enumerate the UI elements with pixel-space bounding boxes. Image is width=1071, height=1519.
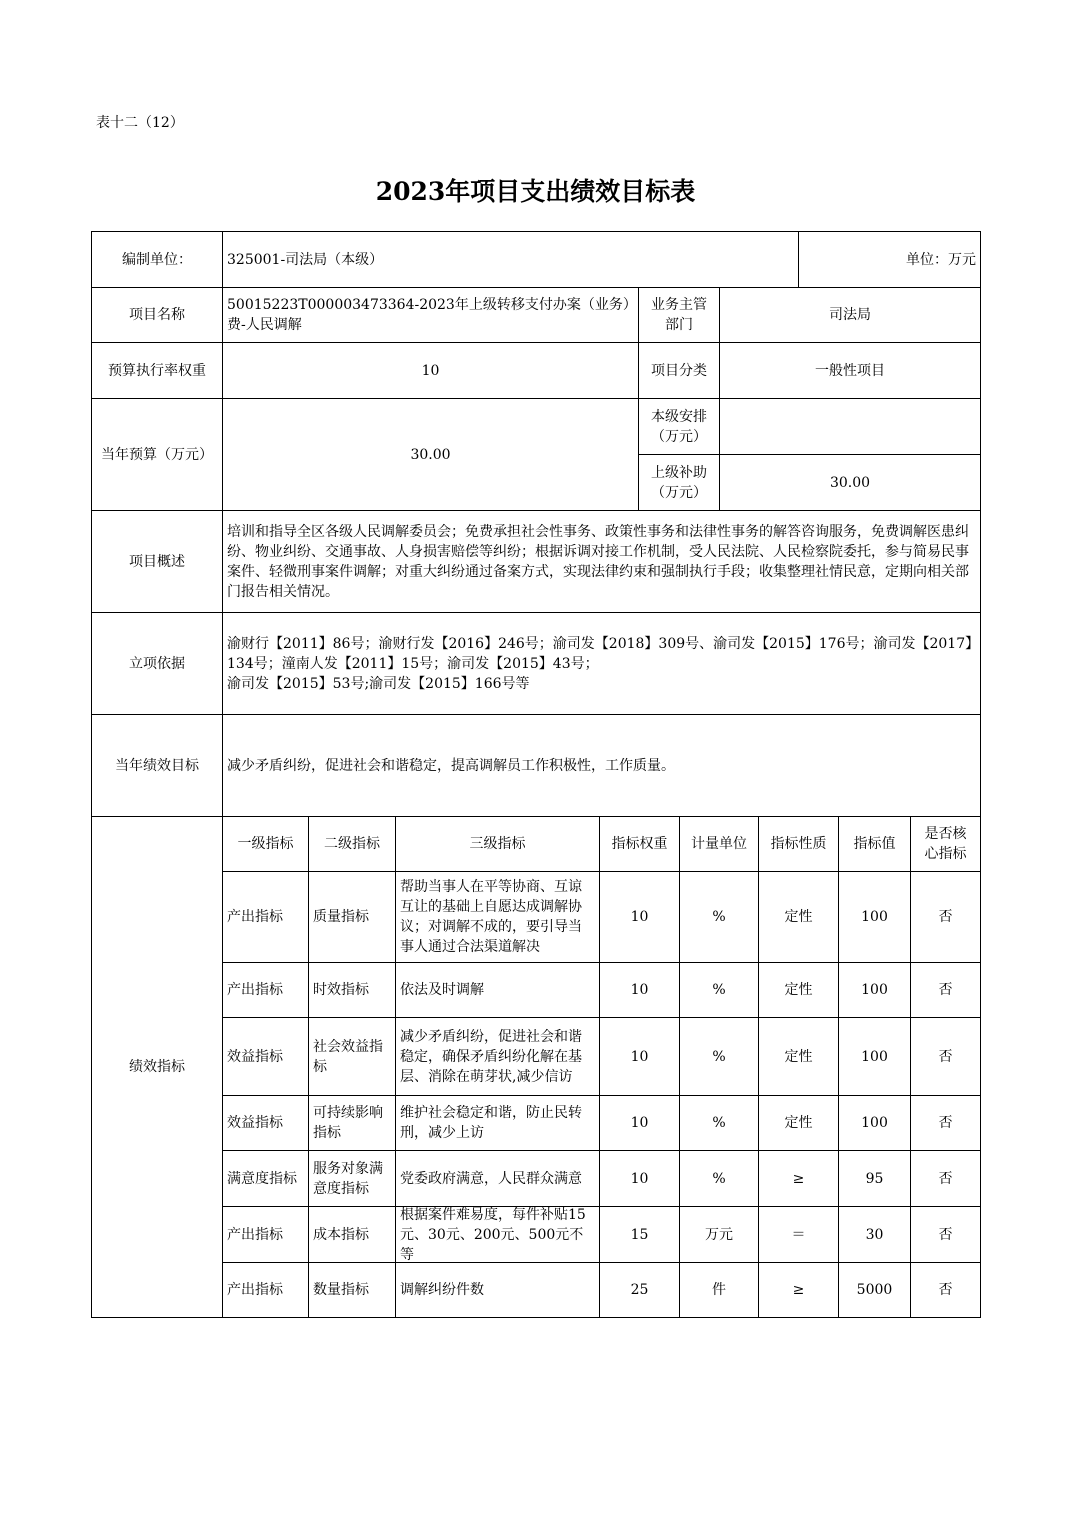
indicator-nature-cell: 定性 [784,909,813,925]
execution-weight-label: 预算执行率权重 [108,362,206,379]
category-label: 项目分类 [651,362,707,379]
indicator-level3-cell: 根据案件难易度，每件补贴15元、30元、200元、500元不等 [400,1207,586,1262]
indicator-unit-cell: 万元 [705,1226,733,1243]
indicator-core-cell: 否 [938,1115,953,1131]
indicator-value-cell: 100 [861,1048,888,1065]
basis-line-2: 渝司发【2015】53号;渝司发【2015】166号等 [227,675,530,692]
indicator-value-cell: 100 [861,982,888,998]
indicator-core-cell: 否 [938,909,953,925]
department-label: 业务主管部门 [651,297,707,333]
local-funding-label: 本级安排（万元） [651,408,707,445]
indicator-value-cell: 100 [861,1115,888,1131]
indicators-section-label: 绩效指标 [129,1059,185,1075]
indicator-value-cell: 100 [861,909,888,925]
project-name-label: 项目名称 [129,307,185,323]
indicator-nature-cell: ≥ [792,1282,805,1298]
indicator-weight-cell: 10 [630,1115,649,1131]
project-name-value: 50015223T000003473364-2023年上级转移支付办案（业务）费-人民调解 [227,297,630,333]
indicator-level1-cell: 产出指标 [227,982,283,998]
indicator-nature-cell: ＝ [791,1226,806,1243]
unit-value: 325001-司法局（本级） [227,251,384,268]
indicator-level1-cell: 产出指标 [227,909,283,925]
budget-label: 当年预算（万元） [101,446,213,463]
unit-label: 编制单位： [122,251,192,268]
department-value: 司法局 [829,307,871,323]
header-core: 是否核心指标 [924,826,967,862]
basis-line-1: 渝财行【2011】86号；渝财行发【2016】246号；渝司发【2018】309号、渝司发【2015】176号；渝司发【2017】134号；潼南人发【2011】15号；渝司发【2015】43号； [227,635,973,672]
budget-value: 30.00 [410,446,451,463]
indicator-unit-cell: % [712,1115,726,1131]
indicator-nature-cell: ≥ [792,1170,805,1187]
indicator-weight-cell: 10 [630,982,649,998]
indicator-core-cell: 否 [938,1282,953,1298]
indicator-level3-cell: 维护社会稳定和谐，防止民转刑，减少上访 [400,1105,582,1141]
upper-subsidy-label: 上级补助（万元） [651,464,707,501]
goal-value: 减少矛盾纠纷，促进社会和谐稳定，提高调解员工作积极性，工作质量。 [227,757,675,774]
indicator-nature-cell: 定性 [784,1115,813,1131]
indicator-level3-cell: 减少矛盾纠纷，促进社会和谐稳定，确保矛盾纠纷化解在基层、消除在萌芽状,减少信访 [400,1028,582,1085]
indicator-value-cell: 30 [865,1226,884,1243]
indicator-unit-cell: % [712,909,726,925]
indicator-level1-cell: 效益指标 [227,1115,283,1131]
header-nature: 指标性质 [770,836,827,852]
indicator-level3-cell: 调解纠纷件数 [400,1282,484,1298]
indicator-value-cell: 95 [865,1170,884,1187]
basis-value [223,613,980,714]
indicator-level1-cell: 产出指标 [227,1282,283,1298]
indicator-core-cell: 否 [938,1226,953,1243]
indicator-weight-cell: 10 [630,909,649,925]
indicator-unit-cell: % [712,1170,726,1187]
indicator-level1-cell: 效益指标 [227,1048,283,1065]
table-number: 表十二（12） [96,115,184,131]
indicator-level2-cell: 可持续影响指标 [313,1105,383,1141]
indicator-unit-cell: % [712,1048,726,1065]
indicator-weight-cell: 10 [630,1170,649,1187]
header-value: 指标值 [853,836,896,852]
indicator-level2-cell: 成本指标 [313,1226,369,1243]
header-level1: 一级指标 [237,836,294,852]
indicator-level3-cell: 帮助当事人在平等协商、互谅互让的基础上自愿达成调解协议；对调解不成的，要引导当事人通过合法渠道解决 [400,879,582,955]
indicator-core-cell: 否 [938,1170,953,1187]
overview-label: 项目概述 [129,553,185,570]
upper-subsidy-value: 30.00 [829,474,871,491]
indicator-level2-cell: 时效指标 [313,982,369,998]
indicator-level2-cell: 质量指标 [313,909,369,925]
indicator-nature-cell: 定性 [784,1048,813,1065]
indicator-weight-cell: 10 [630,1048,649,1065]
indicator-unit-cell: 件 [712,1282,726,1298]
category-value: 一般性项目 [815,362,885,379]
indicator-core-cell: 否 [938,982,953,998]
indicator-level3-cell: 党委政府满意，人民群众满意 [400,1170,582,1187]
indicator-level2-cell: 数量指标 [313,1282,369,1298]
indicator-level1-cell: 产出指标 [227,1226,283,1243]
indicator-level2-cell: 社会效益指标 [313,1038,383,1075]
indicator-weight-cell: 15 [630,1226,649,1243]
basis-label: 立项依据 [129,655,185,672]
indicator-level2-cell: 服务对象满意度指标 [313,1160,383,1197]
indicator-weight-cell: 25 [630,1282,649,1298]
indicator-nature-cell: 定性 [784,982,813,998]
goal-label: 当年绩效目标 [115,757,199,774]
indicator-level3-cell: 依法及时调解 [400,982,484,998]
indicator-unit-cell: % [712,982,726,998]
local-funding-value [720,399,980,454]
header-level2: 二级指标 [324,836,380,852]
overview-value: 培训和指导全区各级人民调解委员会；免费承担社会性事务、政策性事务和法律性事务的解答咨询服务，免费调解医患纠纷、物业纠纷、交通事故、人身损害赔偿等纠纷；根据诉调对接工作机制，受人民法院、人民检察院委托，参与简易民事案件、轻微刑事案件调解；对重大纠纷通过备案方式，实现法律约束和强制执行手段；收集整理社情民意，定期向相关部门报告相关情况。 [227,523,969,600]
header-level3: 三级指标 [469,836,526,852]
indicator-value-cell: 5000 [856,1282,893,1298]
currency-unit: 单位：万元 [906,251,976,268]
execution-weight-value: 10 [421,362,440,379]
indicator-core-cell: 否 [938,1048,953,1065]
header-unit: 计量单位 [691,836,747,852]
header-weight: 指标权重 [611,836,668,852]
indicator-level1-cell: 满意度指标 [227,1170,297,1187]
page-title: 2023年项目支出绩效目标表 [375,177,696,206]
